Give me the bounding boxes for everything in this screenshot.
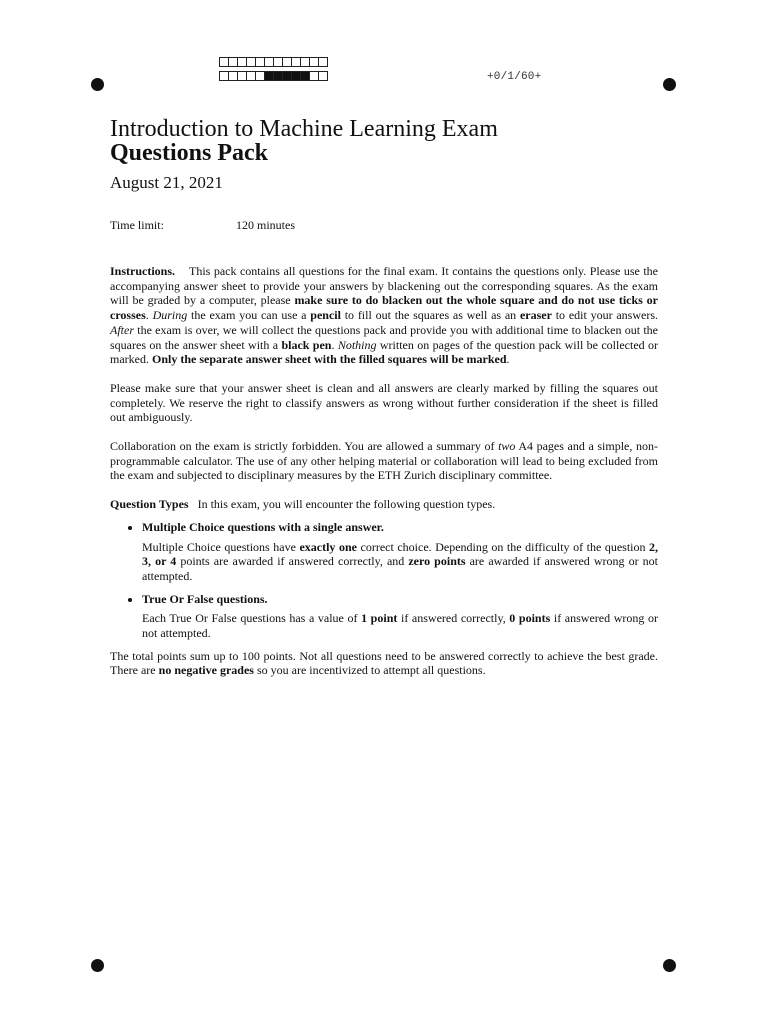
text: correct choice. Depending on the difficulty of the question (356, 539, 650, 554)
registration-mark-top-left (91, 78, 104, 91)
emphasis: During (152, 308, 188, 323)
grid-cell (318, 71, 328, 81)
text: Each True Or False questions has a value of (142, 611, 362, 626)
question-type-description (142, 540, 658, 584)
instructions-paragraph-3 (110, 439, 658, 483)
text: . (506, 352, 510, 367)
text: In this exam, you will encounter the following question types. (197, 497, 496, 512)
text: if answered wrong or not attempted. (142, 611, 658, 641)
exam-code: +0/1/60+ (487, 71, 542, 83)
emphasis: Only the separate answer sheet with the filled squares will be marked (151, 352, 507, 367)
question-type-title: • Multiple Choice questions with a single answer. (142, 519, 384, 534)
text: so you are incentivized to attempt all questions. (253, 663, 486, 678)
time-limit-value: 120 minutes (236, 218, 295, 232)
question-types-intro (110, 497, 658, 512)
exam-subtitle: Questions Pack (110, 140, 269, 166)
question-types-heading: Question Types (110, 497, 189, 512)
text: Collaboration on the exam is strictly forbidden. You are allowed a summary of (110, 439, 499, 454)
id-grid-row-1 (219, 57, 327, 67)
question-type-title: • True Or False questions. (142, 591, 268, 606)
text: to edit your answers. (551, 308, 659, 323)
registration-mark-bottom-left (91, 959, 104, 972)
emphasis: no negative grades (158, 663, 254, 678)
closing-paragraph (110, 649, 658, 678)
emphasis: Nothing (337, 337, 377, 352)
emphasis: zero points (408, 554, 466, 569)
text: the exam you can use a (187, 308, 311, 323)
emphasis: two (498, 439, 516, 454)
emphasis: 2, 3, or 4 (142, 539, 659, 569)
emphasis: eraser (519, 308, 552, 323)
text: are awarded if answered wrong or not attempted. (142, 554, 658, 583)
emphasis: make sure to do blacken out the whole square and do not use ticks or crosses (110, 293, 658, 323)
list-item (142, 592, 658, 641)
emphasis: exactly one (299, 539, 357, 554)
text: . (145, 308, 153, 323)
text: written on pages of the question pack will be collected or marked. (110, 337, 658, 367)
text: if answered correctly, (397, 611, 510, 626)
text: This pack contains all questions for the final exam. It contains the questions only. Please use the accompanying answer sheet to provide your answers by blackening out the corresponding squares. As the exam will be graded by a computer, please (110, 264, 659, 308)
text: the exam is over, we will collect the questions pack and provide you with additional time to blacken out the squares on the answer sheet with a (110, 322, 658, 352)
exam-date: August 21, 2021 (110, 173, 223, 192)
question-types-list (110, 520, 658, 641)
exam-title: Introduction to Machine Learning Exam (110, 116, 498, 142)
id-grid-row-2 (219, 71, 327, 81)
emphasis: 0 points (509, 611, 551, 626)
emphasis: pencil (310, 308, 341, 323)
emphasis: 1 point (361, 611, 398, 626)
text: . (331, 337, 338, 352)
list-item (142, 520, 658, 584)
registration-mark-bottom-right (663, 959, 676, 972)
text: A4 pages and a simple, non-programmable calculator. The use of any other helping material or collaboration will lead to being excluded from the exam and subjected to disciplinary measures by the ETH Zurich disciplinary committee. (110, 439, 658, 483)
time-limit-label: Time limit: (110, 218, 164, 232)
emphasis: After (110, 322, 134, 337)
grid-cell (318, 57, 328, 67)
instructions-heading: Instructions. (110, 264, 176, 278)
text: points are awarded if answered correctly, and (176, 554, 409, 569)
instructions-paragraph-2: Please make sure that your answer sheet is clean and all answers are clearly marked by filling the squares out completely. We reserve the right to classify answers as wrong without further consideration if the sheet is filled out ambiguously. (110, 380, 658, 425)
instructions-body (110, 264, 658, 692)
text: to fill out the squares as well as an (340, 308, 520, 323)
instructions-paragraph-1 (110, 264, 658, 367)
emphasis: black pen (281, 337, 332, 352)
text: The total points sum up to 100 points. Not all questions need to be answered correctly to achieve the best grade. There are (110, 648, 658, 678)
registration-mark-top-right (663, 78, 676, 91)
question-type-description (142, 611, 658, 640)
text: Multiple Choice questions have (142, 539, 300, 554)
